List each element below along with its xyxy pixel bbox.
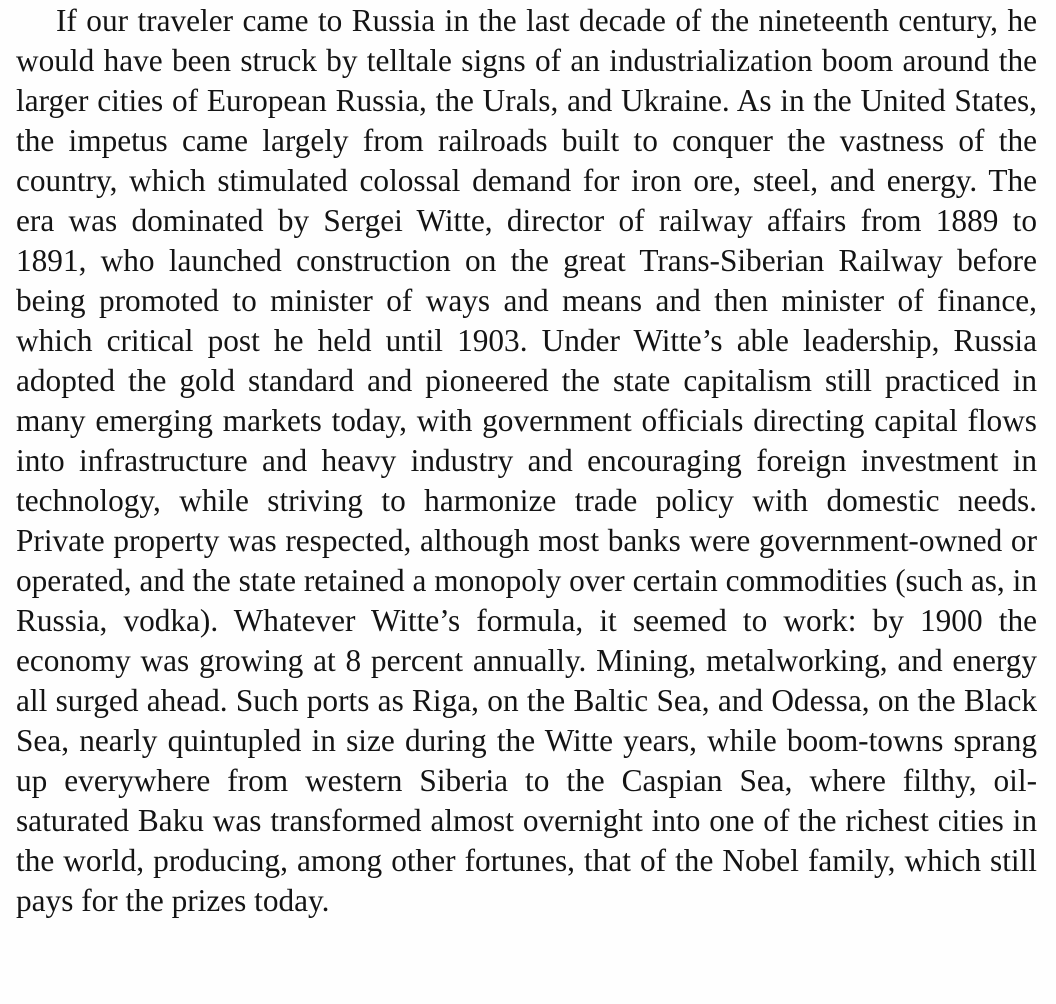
body-paragraph: If our traveler came to Russia in the last decade of the nineteenth century, he would have been struck by telltale signs of an industrialization boom around the larger cities of European Russia, the Urals, and Ukraine. As in the United States, the impetus came largely from railroads built to conquer the vastness of the country, which stimulated colossal demand for iron ore, steel, and energy. The era was dominated by Sergei Witte, director of railway affairs from 1889 to 1891, who launched construction on the great Trans-Siberian Railway before being promoted to minister of ways and means and then minister of finance, which critical post he held until 1903. Under Witte’s able leadership, Russia adopted the gold standard and pioneered the state capitalism still practiced in many emerging markets today, with government officials directing capital flows into infrastructure and heavy industry and encouraging foreign investment in technology, while striving to harmonize trade policy with domestic needs. Private property was respected, although most banks were government-owned or operated, and the state retained a monopoly over certain commodities (such as, in Russia, vodka). Whatever Witte’s formula, it seemed to work: by 1900 the economy was growing at 8 percent annually. Mining, metalworking, and energy all surged ahead. Such ports as Riga, on the Baltic Sea, and Odessa, on the Black Sea, nearly quintupled in size during the Witte years, while boom-towns sprang up everywhere from western Siberia to the Caspian Sea, where filthy, oil-saturated Baku was transformed almost overnight into one of the richest cities in the world, producing, among other fortunes, that of the Nobel family, which still pays for the prizes today. [16,3,1037,918]
